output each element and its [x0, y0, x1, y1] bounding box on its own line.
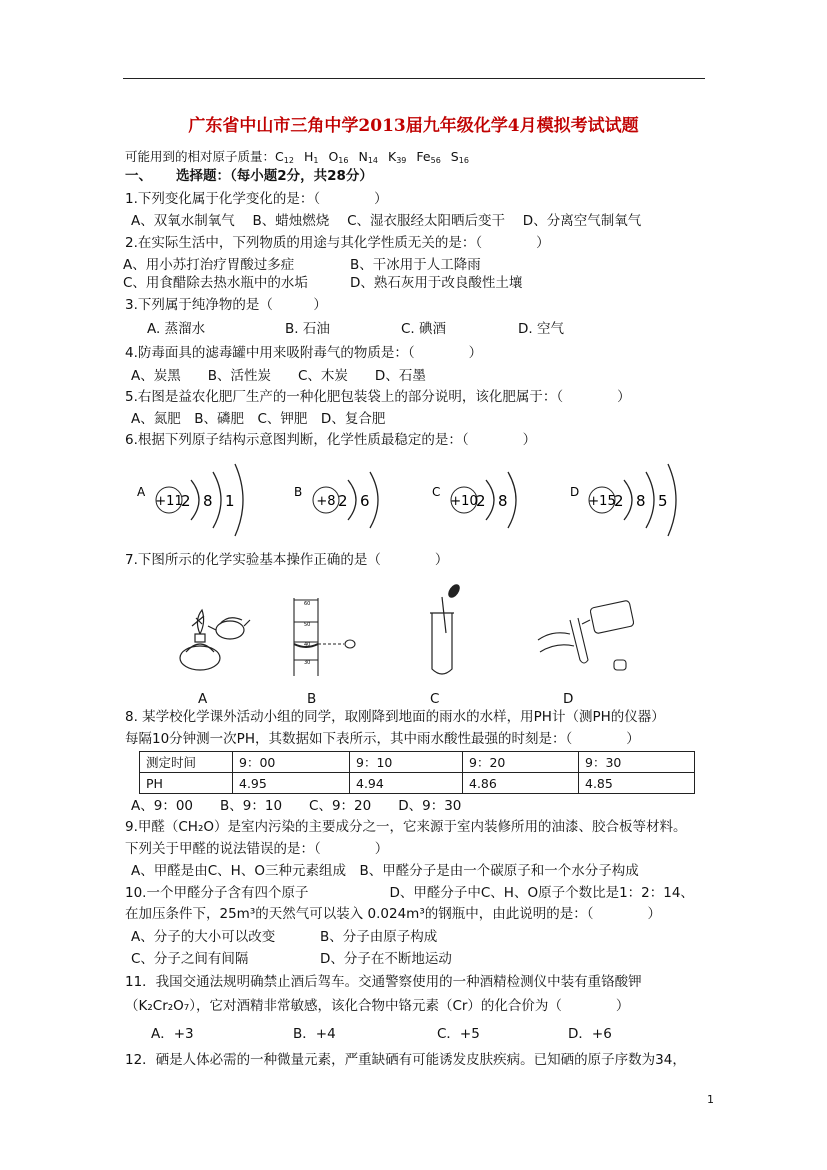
electron-shell-arc: [213, 472, 221, 528]
ph-table: [139, 751, 695, 794]
electron-count: 6: [360, 492, 370, 510]
atom-diagram-b: [290, 460, 410, 540]
q4-stem: 4.防毒面具的滤毒罐中用来吸附毒气的物质是：（ ）: [125, 345, 483, 361]
q11-line1: 11．我国交通法规明确禁止酒后驾车。交通警察使用的一种酒精检测仪中装有重铬酸钾: [125, 974, 642, 990]
q5-stem: 5.右图是益农化肥厂生产的一种化肥包装袋上的部分说明，该化肥属于：（ ）: [125, 389, 631, 405]
electron-count: 1: [225, 492, 235, 510]
q7-stem: 7.下图所示的化学实验基本操作正确的是（ ）: [125, 552, 449, 568]
q2-option-c: C、用食醋除去热水瓶中的水垢: [123, 275, 308, 291]
fig-label-b: B: [307, 691, 317, 707]
q2-option-d: D、熟石灰用于改良酸性土壤: [350, 275, 523, 291]
table-row: [140, 752, 695, 773]
q3-option-d: D. 空气: [518, 321, 564, 337]
atom-nucleus-charge: +15: [588, 494, 616, 509]
table-cell: 4.86: [463, 773, 579, 794]
electron-count: 2: [181, 492, 191, 510]
q4-options: A、炭黑 B、活性炭 C、木炭 D、石墨: [131, 368, 426, 384]
q11-line2: （K₂Cr₂O₇），它对酒精非常敏感，该化合物中铬元素（Cr）的化合价为（ ）: [125, 998, 630, 1014]
page-number: 1: [707, 1093, 714, 1106]
electron-count: 8: [203, 492, 213, 510]
electron-shell-arc: [624, 480, 632, 520]
table-cell: 9：00: [233, 752, 350, 773]
table-cell: 4.95: [233, 773, 350, 794]
q11-option-b: B．+4: [293, 1026, 336, 1042]
fig-label-c: C: [430, 691, 440, 707]
atom-nucleus-charge: +8: [316, 494, 336, 509]
q10-line1: 在加压条件下，25m³的天然气可以装入 0.024m³的钢瓶中，由此说明的是：（ ）: [125, 906, 661, 922]
atom-nucleus-charge: +10: [450, 494, 478, 509]
atomic-mass-item: $O_{16}$: [328, 149, 349, 165]
graduated-cylinder-figure: [288, 596, 358, 678]
electron-count: 5: [658, 492, 668, 510]
q5-options: A、氮肥 B、磷肥 C、钾肥 D、复合肥: [131, 411, 386, 427]
electron-shell-arc: [348, 480, 356, 520]
page-title: 广东省中山市三角中学2013届九年级化学4月模拟考试试题: [188, 116, 639, 136]
cylinder-tick: 60: [304, 601, 311, 607]
atom-label: C: [432, 485, 441, 499]
atomic-mass-item: $Fe_{56}$: [416, 149, 441, 165]
electron-shell-arc: [370, 472, 378, 528]
atomic-mass-prefix: 可能用到的相对原子质量：: [125, 149, 276, 164]
electron-shell-arc: [486, 480, 494, 520]
q10-option-c: C、分子之间有间隔: [131, 951, 249, 967]
electron-shell-arc: [191, 480, 199, 520]
atomic-mass-item: $C_{12}$: [275, 149, 294, 165]
q3-option-a: A. 蒸溜水: [147, 321, 206, 337]
atom-nucleus-charge: +11: [155, 494, 183, 509]
electron-shell-arc: [668, 464, 676, 536]
q9-line2: 下列关于甲醛的说法错误的是：（ ）: [125, 841, 389, 857]
cylinder-tick: 50: [304, 622, 311, 628]
electron-count: 2: [476, 492, 486, 510]
header-rule: [123, 78, 705, 79]
q8-line2: 每隔10分钟测一次PH，其数据如下表所示，其中雨水酸性最强的时刻是：（ ）: [125, 731, 640, 747]
q2-option-a: A、用小苏打治疗胃酸过多症: [123, 257, 295, 273]
q3-option-c: C. 碘酒: [401, 321, 447, 337]
table-cell: 4.85: [579, 773, 695, 794]
electron-count: 8: [498, 492, 508, 510]
table-cell: 测定时间: [140, 752, 233, 773]
table-cell: 9：10: [350, 752, 463, 773]
electron-shell-arc: [235, 464, 243, 536]
atomic-mass-list: [275, 149, 479, 164]
q10-option-a: A、分子的大小可以改变: [131, 929, 276, 945]
section-number: 一、: [125, 168, 152, 184]
atom-label: D: [570, 485, 580, 499]
electron-shell-arc: [646, 472, 654, 528]
atom-diagram-c: [428, 460, 548, 540]
q3-option-b: B. 石油: [285, 321, 330, 337]
q1-stem: 1.下列变化属于化学变化的是：（ ）: [125, 191, 388, 207]
atom-diagram-a: [133, 460, 253, 540]
atomic-mass-item: $N_{14}$: [358, 149, 379, 165]
q1-options: A、双氧水制氧气 B、蜡烛燃烧 C、湿衣服经太阳晒后变干 D、分离空气制氧气: [131, 213, 642, 229]
table-cell: 4.94: [350, 773, 463, 794]
q8-options: A、9：00 B、9：10 C、9：20 D、9：30: [131, 798, 462, 814]
cylinder-tick: 40: [304, 642, 311, 648]
electron-shell-arc: [508, 472, 516, 528]
table-row: [140, 773, 695, 794]
q10-option-b: B、分子由原子构成: [320, 929, 438, 945]
test-tube-dropper-figure: [422, 583, 462, 679]
q2-option-b: B、干冰用于人工降雨: [350, 257, 481, 273]
fig-label-a: A: [198, 691, 208, 707]
fig-label-d: D: [563, 691, 574, 707]
electron-count: 8: [636, 492, 646, 510]
atomic-mass-item: $K_{39}$: [388, 149, 407, 165]
q12-line1: 12．硒是人体必需的一种微量元素，严重缺硒有可能诱发皮肤疾病。已知硒的原子序数为34，: [125, 1052, 686, 1068]
table-cell: PH: [140, 773, 233, 794]
table-cell: 9：20: [463, 752, 579, 773]
alcohol-lamp-figure: [172, 596, 252, 678]
q9-line4: 10.一个甲醛分子含有四个原子 D、甲醛分子中C、H、O原子个数比是1：2：14、: [125, 885, 694, 901]
atomic-mass-item: $H_1$: [303, 149, 319, 165]
atom-label: A: [137, 485, 146, 499]
q3-stem: 3.下列属于纯净物的是（ ）: [125, 297, 327, 313]
pouring-liquid-figure: [534, 590, 644, 680]
q9-line1: 9.甲醛（CH₂O）是室内污染的主要成分之一，它来源于室内装修所用的油漆、胶合板等材料。: [125, 819, 687, 835]
electron-count: 2: [614, 492, 624, 510]
atom-diagram-d: [566, 460, 686, 540]
q2-stem: 2.在实际生活中，下列物质的用途与其化学性质无关的是：（ ）: [125, 235, 550, 251]
q11-option-c: C．+5: [437, 1026, 480, 1042]
cylinder-tick: 30: [304, 660, 311, 666]
q10-option-d: D、分子在不断地运动: [320, 951, 452, 967]
atom-label: B: [294, 485, 303, 499]
section-title: 选择题：（每小题2分，共28分）: [176, 168, 373, 184]
table-cell: 9：30: [579, 752, 695, 773]
electron-count: 2: [338, 492, 348, 510]
section-heading: [125, 167, 373, 185]
q11-option-a: A．+3: [151, 1026, 194, 1042]
q6-stem: 6.根据下列原子结构示意图判断，化学性质最稳定的是：（ ）: [125, 432, 537, 448]
q9-line3: A、甲醛是由C、H、O三种元素组成 B、甲醛分子是由一个碳原子和一个水分子构成: [131, 863, 639, 879]
q8-line1: 8. 某学校化学课外活动小组的同学，取刚降到地面的雨水的水样，用PH计（测PH的仪器）: [125, 709, 665, 725]
atomic-mass-item: $S_{16}$: [450, 149, 469, 165]
q11-option-d: D．+6: [568, 1026, 612, 1042]
